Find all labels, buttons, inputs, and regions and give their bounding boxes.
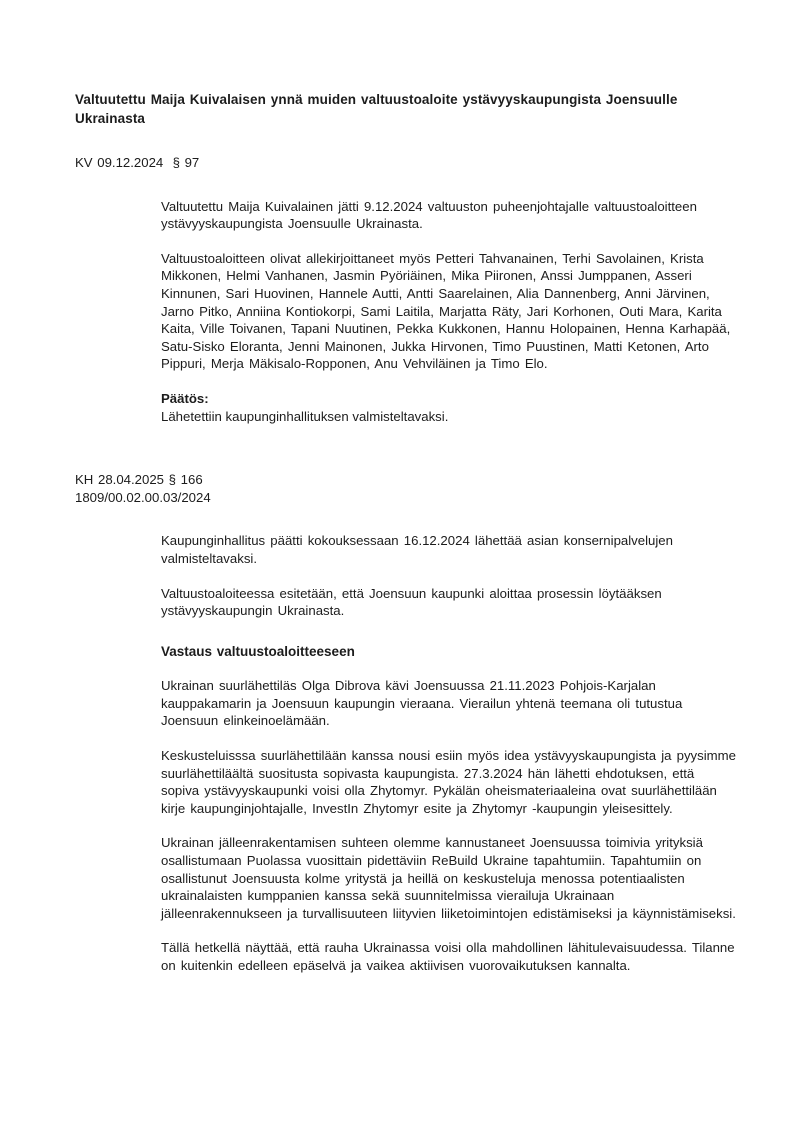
kh-paragraph-ambassador-visit: Ukrainan suurlähettiläs Olga Dibrova kävi Joensuussa 21.11.2023 Pohjois-Karjalan kauppakamarin ja Joensuun kaupungin vieraana. Vierailun yhtenä teemana oli tutustua Joensuun elinkeinoelämään. xyxy=(161,678,683,729)
kh-paragraph-initiative-summary: Valtuustoaloiteessa esitetään, että Joensuun kaupunki aloittaa prosessin löytääksen ystävyyskaupungin Ukrainasta. xyxy=(161,585,662,619)
kh-section-body xyxy=(161,532,736,974)
response-heading: Vastaus valtuustoaloitteeseen xyxy=(161,643,355,659)
kv-section-heading: KV 09.12.2024 § 97 xyxy=(75,155,200,170)
document-title: Valtuutettu Maija Kuivalaisen ynnä muiden valtuustoaloite ystävyyskaupungista Joensuulle Ukrainasta xyxy=(75,92,678,126)
kv-section-body xyxy=(161,198,736,426)
kh-paragraph-current-situation: Tällä hetkellä näyttää, että rauha Ukrainassa voisi olla mahdollinen lähitulevaisuudessa. Tilanne on kuitenkin edelleen epäselvä ja vaikea aktiivisen vuorovaikutuksen kannalta. xyxy=(161,940,735,973)
kh-section-header xyxy=(75,471,736,506)
kv-decision-block xyxy=(161,390,736,425)
kv-paragraph-initiative: Valtuutettu Maija Kuivalainen jätti 9.12.2024 valtuuston puheenjohtajalle valtuustoaloitteen ystävyyskaupungista Joensuulle Ukrainasta. xyxy=(161,198,697,232)
kh-paragraph-board-decision: Kaupunginhallitus päätti kokouksessaan 16.12.2024 lähettää asian konsernipalvelujen valmisteltavaksi. xyxy=(161,533,673,566)
decision-text: Lähetettiin kaupunginhallituksen valmisteltavaksi. xyxy=(161,408,449,424)
kh-paragraph-zhytomyr-proposal: Keskusteluisssa suurlähettilään kanssa nousi esiin myös idea ystävyyskaupungista ja pyysimme suurlähettiläältä suositusta sopivasta kaupungista. 27.3.2024 hän lähetti ehdotuksen, että sopiva ystävyyskaupunki voisi olla Zhytomyr. Pykälän oheismateriaaleina ovat suurlähettilään kirje kaupunginjohtajalle, InvestIn Zhytomyr esite ja Zhytomyr -kaupungin yleisesittely. xyxy=(161,748,736,816)
kh-section-heading: KH 28.04.2025 § 166 xyxy=(75,472,203,488)
kh-paragraph-rebuild-ukraine: Ukrainan jälleenrakentamisen suhteen olemme kannustaneet Joensuussa toimivia yrityksiä osallistumaan Puolassa vuosittain pidettäviin ReBuild Ukraine tapahtumiin. Tapahtumiin on osallistunut Joensuusta kolme yritystä ja heillä on keskusteluja menossa potentiaalisten ukrainalaisten kumppanien kanssa sekä suunnitelmissa vierailuja Ukrainaan jälleenrakennukseen ja turvallisuuteen liityvien liiketoimintojen edistämiseksi ja käynnistämiseksi. xyxy=(161,835,736,921)
decision-label: Päätös: xyxy=(161,390,209,406)
kv-paragraph-signatories: Valtuustoaloitteen olivat allekirjoittaneet myös Petteri Tahvanainen, Terhi Savolainen, Krista Mikkonen, Helmi Vanhanen, Jasmin Pyöriäinen, Mika Piironen, Anssi Jumppanen, Asseri Kinnunen, Sari Huovinen, Hannele Autti, Antti Saarelainen, Alia Dannenberg, Anni Järvinen, Jarno Pitko, Anniina Kontiokorpi, Sami Laitila, Marjatta Räty, Jari Korhonen, Outi Mara, Karita Kaita, Ville Toivanen, Tapani Nuutinen, Pekka Kukkonen, Hannu Holopainen, Henna Karhapää, Satu-Sisko Eloranta, Jenni Mainonen, Jukka Hirvonen, Timo Puustinen, Matti Ketonen, Arto Pippuri, Merja Mäkisalo-Ropponen, Anu Vehviläinen ja Timo Elo. xyxy=(161,250,731,372)
case-number: 1809/00.02.00.03/2024 xyxy=(75,489,211,505)
